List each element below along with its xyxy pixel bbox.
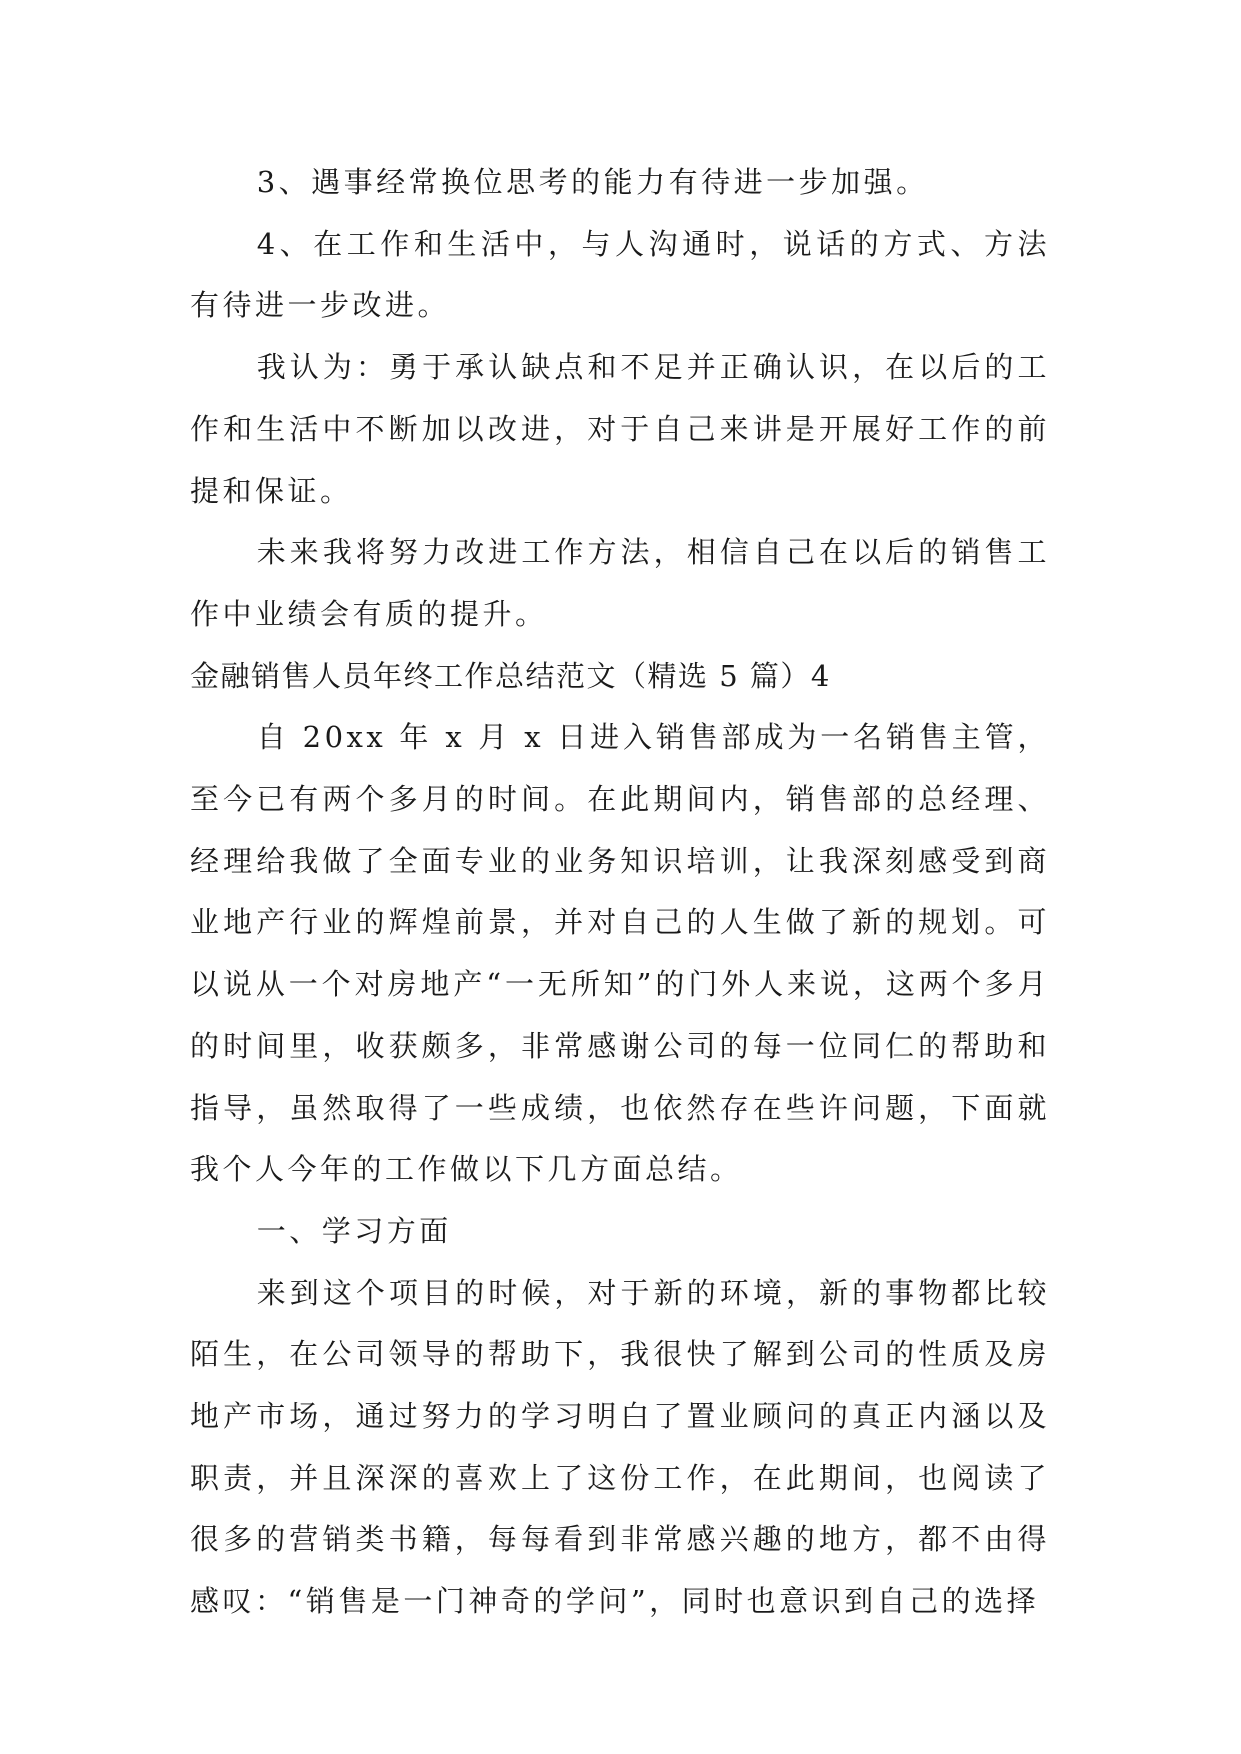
paragraph-intro: 自 20xx 年 x 月 x 日进入销售部成为一名销售主管，至今已有两个多月的时间。在此期间内，销售部的总经理、经理给我做了全面专业的业务知识培训，让我深刻感受到商业地产行业的辉煌前景，并对自己的人生做了新的规划。可以说从一个对房地产“一无所知”的门外人来说，这两个多月的时间里，收获颇多，非常感谢公司的每一位同仁的帮助和指导，虽然取得了一些成绩，也依然存在些许问题，下面就我个人今年的工作做以下几方面总结。 [190,720,1050,1187]
paragraph-point-4: 4、在工作和生活中，与人沟通时，说话的方式、方法有待进一步改进。 [190,226,1050,323]
section-title: 金融销售人员年终工作总结范文（精选 5 篇）4 [190,658,831,693]
paragraph-opinion: 我认为：勇于承认缺点和不足并正确认识，在以后的工作和生活中不断加以改进，对于自己来讲是开展好工作的前提和保证。 [190,350,1050,508]
paragraph-point-3: 3、遇事经常换位思考的能力有待进一步加强。 [256,165,929,199]
document-page [190,152,1050,1633]
subheading-study: 一、学习方面 [256,1213,452,1248]
paragraph-future: 未来我将努力改进工作方法，相信自己在以后的销售工作中业绩会有质的提升。 [190,535,1050,631]
paragraph-study: 来到这个项目的时候，对于新的环境，新的事物都比较陌生，在公司领导的帮助下，我很快了解到公司的性质及房地产市场，通过努力的学习明白了置业顾问的真正内涵以及职责，并且深深的喜欢上了这份工作，在此期间，也阅读了很多的营销类书籍，每每看到非常感兴趣的地方，都不由得感叹：“销售是一门神奇的学问”，同时也意识到自己的选择 [190,1275,1050,1619]
